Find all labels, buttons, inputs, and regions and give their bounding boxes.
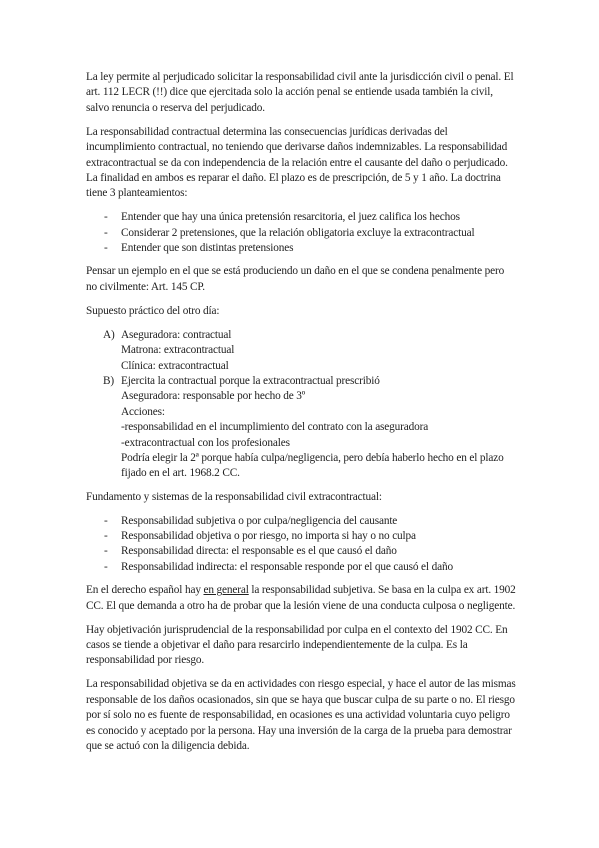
supuesto-list [86, 328, 516, 482]
case-b-line: Podría elegir la 2ª porque había culpa/negligencia, pero debía haberlo hecho en el plazo fijado en el art. 1968.2 CC. [121, 451, 504, 480]
paragraph-responsabilidad-contractual: La responsabilidad contractual determina las consecuencias jurídicas derivadas del incumplimiento contractual, no teniendo que derivarse daños indemnizables. La responsabilidad extracontractual se da con independencia de la relación entre el causante del daño o perjudicado. La finalidad en ambos es reparar el daño. El plazo es de prescripción, de 5 y 1 año. La doctrina tiene 3 planteamientos: [86, 125, 508, 200]
paragraph-ejemplo: Pensar un ejemplo en el que se está produciendo un daño en el que se condena penalmente pero no civilmente: Art. 145 CP. [86, 265, 505, 293]
case-a-line: Clínica: extracontractual [121, 359, 229, 372]
paragraph-fundamento: Fundamento y sistemas de la responsabilidad civil extracontractual: [86, 490, 382, 503]
planteamientos-list [86, 210, 516, 256]
case-b-line: Acciones: [121, 405, 165, 418]
case-b-line: Ejercita la contractual porque la extracontractual prescribió [121, 374, 380, 387]
sistemas-list [86, 514, 516, 576]
case-b-line: Aseguradora: responsable por hecho de 3º [121, 390, 306, 403]
list-item: - Responsabilidad subjetiva o por culpa/negligencia del causante [86, 514, 516, 529]
list-item: - Considerar 2 pretensiones, que la relación obligatoria excluye la extracontractual [86, 226, 516, 241]
document-body [86, 70, 516, 763]
underlined-text: en general [203, 584, 249, 597]
list-item: - Entender que son distintas pretensiones [86, 241, 516, 256]
case-a-line: Matrona: extracontractual [121, 344, 235, 357]
list-item: - Responsabilidad directa: el responsable es el que causó el daño [86, 544, 516, 559]
paragraph-derecho-espanol [86, 583, 516, 614]
list-item: - Entender que hay una única pretensión resarcitoria, el juez califica los hechos [86, 210, 516, 225]
text-span: En el derecho español hay [86, 584, 204, 597]
text-span: la responsabilidad subjetiva. Se basa en la culpa ex art. 1902 CC. El que demanda a otro ha de probar que la lesión viene de una conducta culposa o negligente. [86, 584, 516, 612]
case-b-item [86, 374, 516, 482]
paragraph-supuesto-practico: Supuesto práctico del otro día: [86, 304, 220, 317]
case-b-line: -extracontractual con los profesionales [121, 436, 290, 449]
paragraph-accion-civil: La ley permite al perjudicado solicitar la responsabilidad civil ante la jurisdicción civil o penal. El art. 112 LECR (!!) dice que ejercitada solo la acción penal se entiende usada también la civil, salvo renuncia o reserva del perjudicado. [86, 71, 514, 114]
list-item: - Responsabilidad objetiva o por riesgo, no importa si hay o no culpa [86, 529, 516, 544]
case-b-line: -responsabilidad en el incumplimiento del contrato con la aseguradora [121, 421, 429, 434]
paragraph-responsabilidad-objetiva: La responsabilidad objetiva se da en actividades con riesgo especial, y hace el autor de las mismas responsable de los daños ocasionados, sin que se haya que buscar culpa de su parte o no. El riesgo por sí solo no es fuente de responsabilidad, en ocasiones es una actividad voluntaria cuyo peligro es conocido y aceptado por la persona. Hay una inversión de la carga de la prueba para demostrar que se actuó con la diligencia debida. [86, 678, 516, 752]
case-a-line: Aseguradora: contractual [121, 328, 232, 341]
paragraph-objetivacion: Hay objetivación jurisprudencial de la responsabilidad por culpa en el contexto del 1902 CC. En casos se tiende a objetivar el daño para resarcirlo independientemente de la culpa. Es la responsabilidad por riesgo. [86, 623, 508, 667]
list-item: - Responsabilidad indirecta: el responsable responde por el que causó el daño [86, 560, 516, 575]
case-a-item [86, 328, 516, 374]
case-a-marker: A) [103, 328, 115, 341]
case-b-marker: B) [103, 374, 114, 387]
